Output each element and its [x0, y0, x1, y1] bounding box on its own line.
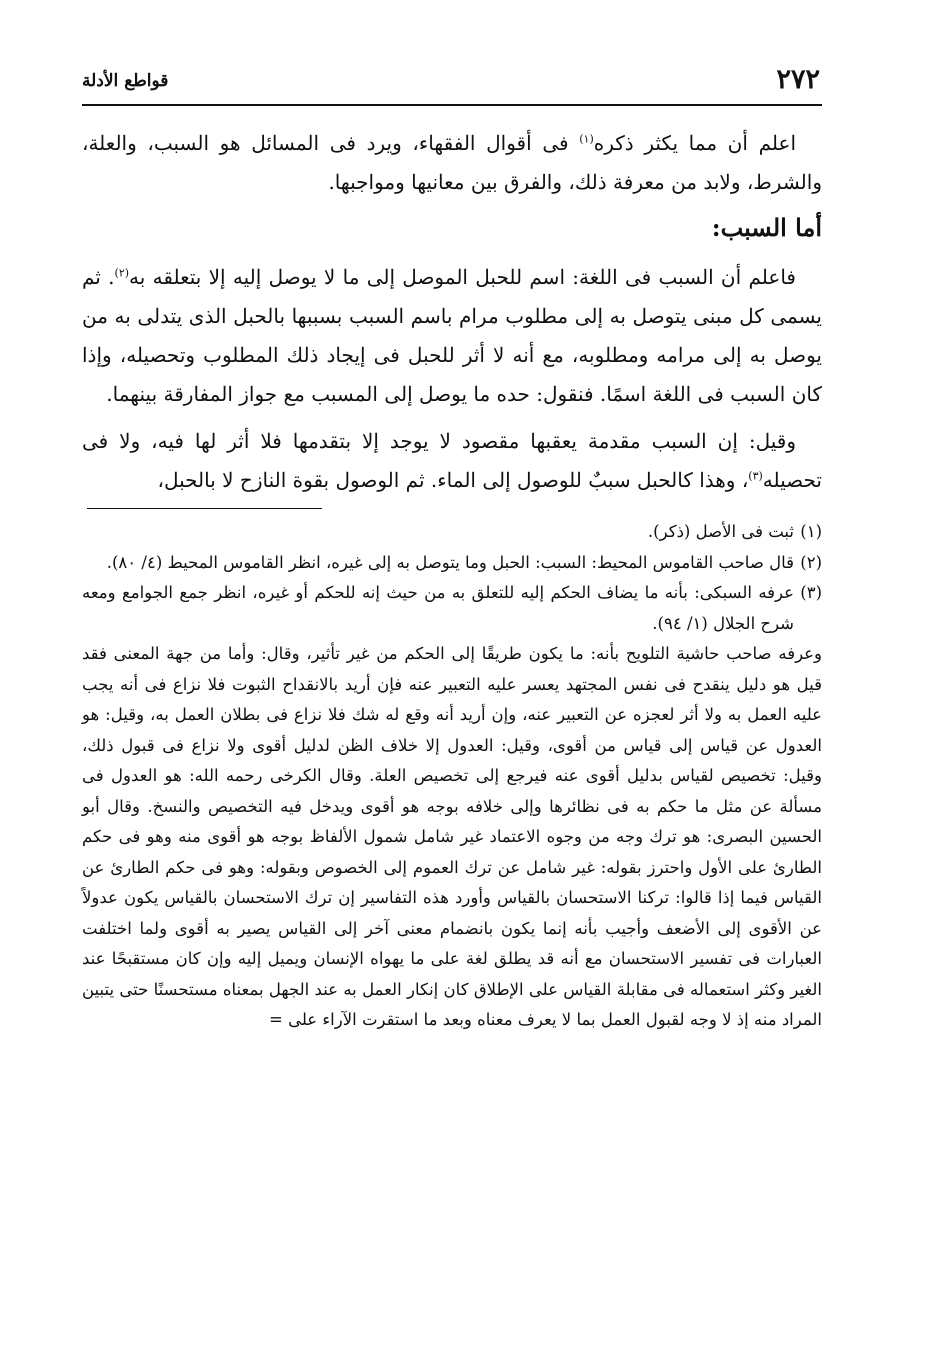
- footnote-2-number: (٢): [800, 552, 822, 572]
- intro-text-before-ref: اعلم أن مما يكثر ذكره: [593, 131, 797, 155]
- section-heading: أما السبب:: [711, 213, 822, 242]
- footnote-3-number: (٣): [800, 583, 822, 602]
- paragraph-2-text-after-ref: ، وهذا كالحبل سببٌ للوصول إلى الماء. ثم الوصول بقوة النازح لا بالحبل،: [157, 468, 749, 492]
- footnote-ref-3: (٣): [748, 469, 763, 483]
- footnote-2: [82, 548, 822, 579]
- paragraph-2: [82, 422, 822, 500]
- footnote-1: [82, 517, 822, 548]
- book-page: [82, 60, 822, 1036]
- footnote-3-text: عرفه السبكى: بأنه ما يضاف الحكم إليه للتعلق به من حيث إنه للحكم أو غيره، انظر جمع الجوامع ومعه شرح الجلال (١/ ٩٤).: [82, 583, 794, 633]
- paragraph-1-text-before-ref: فاعلم أن السبب فى اللغة: اسم للحبل الموصل إلى ما لا يوصل إليه إلا بتعلقه به: [129, 265, 796, 289]
- footnote-separator: [87, 508, 322, 509]
- footnote-ref-1: (١): [579, 132, 594, 146]
- paragraph-2-text-before-ref: وقيل: إن السبب مقدمة يعقبها مقصود لا يوجد إلا بتقدمها فلا أثر لها فيه، ولا فى تحصيله: [82, 429, 822, 492]
- footnote-3: [82, 578, 822, 639]
- footnote-ref-2: (٢): [114, 266, 130, 280]
- page-number: ٢٧٢: [776, 64, 820, 95]
- footnotes: [82, 517, 822, 1036]
- footnote-1-number: (١): [800, 522, 822, 541]
- intro-text-after-ref: فى أقوال الفقهاء، ويرد فى المسائل هو السبب، والعلة، والشرط، ولابد من معرفة ذلك، والفرق بين معانيها ومواجبها.: [82, 131, 822, 194]
- footnote-2-text: قال صاحب القاموس المحيط: السبب: الحبل وما يتوصل به إلى غيره، انظر القاموس المحيط (٤/ ٨٠).: [106, 552, 794, 572]
- paragraph-1: [82, 258, 822, 414]
- footnote-3-continuation: وعرفه صاحب حاشية التلويح بأنه: ما يكون طريقًا إلى الحكم من غير تأثير، وقال: وأما من جهة المعنى فقد قيل هو دليل ينقدح فى نفس المجتهد يعسر عليه التعبير عنه فإن أريد بالانقداح الثبوت فلا نزاع فى أنه يجب عليه العمل به ولا أثر لعجزه عن التعبير عنه، وإن أريد أنه وقع له شك فلا نزاع فى بطلان العمل به، وقيل: هو العدول عن قياس إلى قياس من أقوى، وقيل: العدول إلا خلاف الظن لدليل أقوى ولا نزاع فى قبول ذلك، وقيل: تخصيص لقياس بدليل أقوى عنه فيرجع إلى تخصيص العلة. وقال الكرخى رحمه الله: هو العدول فى مسألة عن مثل ما حكم به فى نظائرها وإلى خلافه بوجه هو أقوى ويدخل فيه التخصيص والنسخ. وقال أبو الحسين البصرى: هو ترك وجه من وجوه الاعتماد غير شامل شمول الألفاظ بوجه هو أقوى منه وهو فى حكم الطارئ على الأول واحترز بقوله: غير شامل عن ترك العموم إلى الخصوص وبقوله: وهو فى حكم الطارئ عن القياس فيما إذا قالوا: تركنا الاستحسان بالقياس وأورد هذه التفاسير إن ترك الاستحسان بالقياس يكون عدولاً عن الأقوى إلى الأضعف وأجيب بأنه إنما يكون بانضمام معنى آخر إلى القياس يصير به أقوى ولما اختلفت العبارات فى تفسير الاستحسان مع أنه قد يطلق لغة على ما يهواه الإنسان ويميل إليه وإن كان مستقبحًا عند الغير وكثر استعماله فى مقابلة القياس على الإطلاق كان إنكار العمل به عند الجهل بمعناه مستحسنًا حتى يتبين المراد منه إذ لا وجه لقبول العمل بما لا يعرف معناه وبعد ما استقرت الآراء على =: [82, 644, 822, 1029]
- main-text: [82, 124, 822, 500]
- paragraph-1-text-after-ref: . ثم يسمى كل مبنى يتوصل به إلى مطلوب مرام باسم السبب بسببها بالحبل الذى يتدلى به من يوصل به إلى مرامه ومطلوبه، مع أنه لا أثر للحبل فى إيجاد ذلك المطلوب وتحصيله، وإذا كان السبب فى اللغة اسمًا. فنقول: حده ما يوصل إلى المسبب مع جواز المفارقة بينهما.: [82, 265, 822, 406]
- intro-paragraph: [82, 124, 822, 202]
- footnote-1-text: ثبت فى الأصل (ذكر).: [647, 522, 794, 541]
- page-header: [82, 60, 822, 106]
- running-title: قواطع الأدلة: [82, 71, 169, 91]
